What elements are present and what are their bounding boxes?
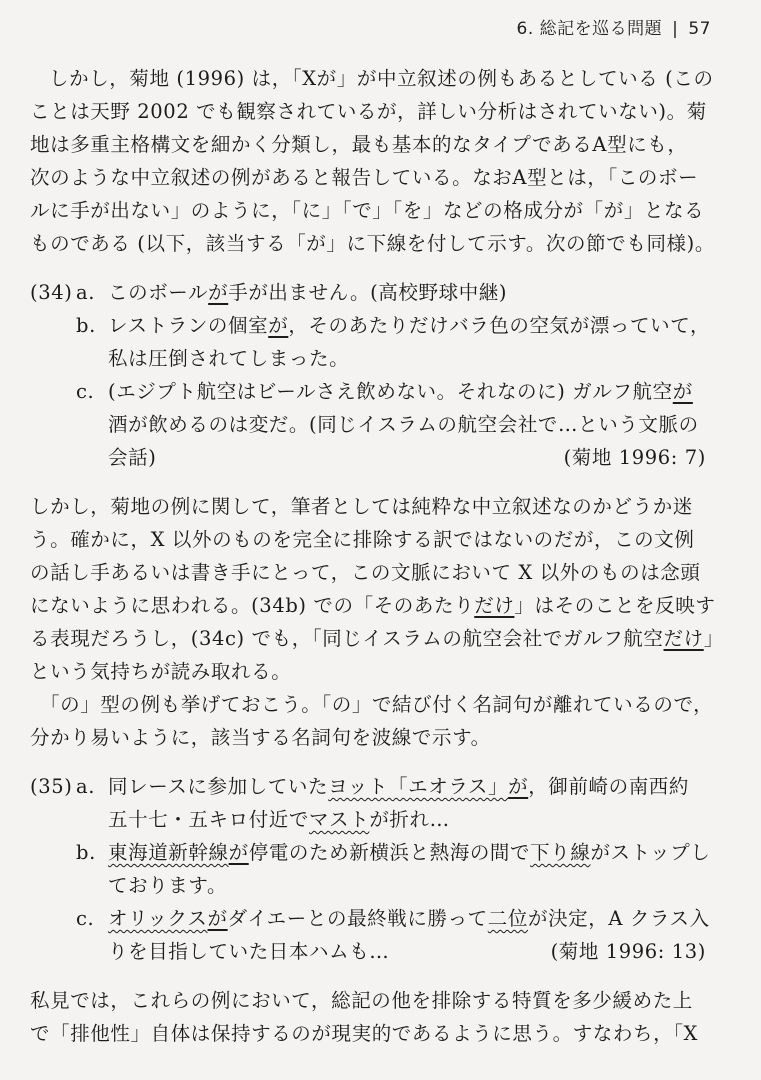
example-number: (35) [30,775,73,798]
underlined-dake: だけ [663,627,704,650]
text-line: 次のような中立叙述の例があると報告している。なおA型とは，「このボー [30,166,699,189]
text-line: 地は多重主格構文を細かく分類し，最も基本的なタイプであるA型にも， [30,133,688,156]
example-35a [30,770,720,803]
text-line: ことは天野 2002 でも観察されているが，詳しい分析はされていない)。菊 [30,100,707,123]
text-line: ルに手が出ない」のように，「に」「で」「を」などの格成分が「が」となる [30,199,705,222]
paragraph-3 [30,688,720,754]
underlined-ga: が [207,907,228,930]
section-title: 6. 総記を巡る問題 [516,19,663,39]
paragraph-2 [30,490,724,688]
wavy-noun-phrase: ヨット「エオラス」 [328,775,509,798]
underlined-ga: が [228,841,249,864]
citation: (菊地 1996: 13) [550,940,706,963]
example-letter: c. [76,907,95,930]
example-text: 酒が飲めるのは変だ。(同じイスラムの航空会社で…という文脈の [108,413,699,436]
example-letter: a. [76,281,96,304]
wavy-noun-phrase: 下り線 [530,841,591,864]
example-35 [30,770,720,968]
text-line: の話し手あるいは書き手にとって，この文脈において X 以外のものは念頭 [30,561,701,584]
text-line: 分かり易いように，該当する名詞句を波線で示す。 [30,726,491,749]
example-34b [30,309,720,342]
example-text: 会話) [108,446,157,469]
example-text: レストランの個室が，そのあたりだけバラ色の空気が漂っていて， [108,314,711,337]
underlined-dake: だけ [474,594,515,617]
example-letter: b. [76,314,96,337]
text-line: 私見では，これらの例において，総記の他を排除する特質を多少緩めた上 [30,989,693,1012]
example-34a [30,276,720,309]
example-text: りを目指していた日本ハムも… [108,940,390,963]
text-line: しかし，菊地 (1996) は，「Xが」が中立叙述の例もあるとしている (この [49,67,714,90]
citation: (菊地 1996: 7) [563,446,706,469]
header-separator: | [672,19,679,39]
text-line: る表現だろうし，(34c) でも，「同じイスラムの航空会社でガルフ航空だけ」 [30,627,724,650]
example-text: ております。 [108,874,228,897]
running-header [517,14,712,39]
paragraph-1 [30,62,720,260]
text-line: ものである (以下，該当する「が」に下線を付して示す。次の節でも同様)。 [30,232,715,255]
underlined-ga: が [672,380,693,403]
text-line: にないように思われる。(34b) での「そのあたりだけ」はそのことを反映す [30,594,716,617]
example-number: (34) [30,281,73,304]
example-text: 私は圧倒されてしまった。 [108,347,350,370]
text-line: 「の」型の例も挙げておこう。「の」で結び付く名詞句が離れているので， [40,693,714,716]
example-35c [30,902,720,935]
example-text: このボールが手が出ません。(高校野球中継) [108,281,508,304]
example-text: 同レースに参加していたヨット「エオラス」が，御前崎の南西約 [108,775,689,798]
example-34c [30,375,720,408]
example-34 [30,276,720,474]
underlined-ga: が [208,281,229,304]
page-number: 57 [688,19,711,39]
text-line: しかし，菊地の例に関して，筆者としては純粋な中立叙述なのかどうか迷 [30,495,693,518]
underlined-ga: が [268,314,289,337]
example-text: (エジプト航空はビールさえ飲めない。それなのに) ガルフ航空が [108,380,693,403]
example-text: 五十七・五キロ付近でマストが折れ… [108,808,450,831]
example-text: オリックスがダイエーとの最終戦に勝って二位が決定，A クラス入 [108,907,710,930]
text-line: う。確かに，X 以外のものを完全に排除する訳ではないのだが，この文例 [30,528,695,551]
underlined-ga: が [508,775,529,798]
example-letter: b. [76,841,96,864]
example-letter: a. [76,775,96,798]
text-line: という気持ちが読み取れる。 [30,660,292,683]
paragraph-4 [30,984,720,1050]
wavy-noun-phrase: 東海道新幹線 [108,841,229,864]
page-body [30,62,724,1050]
wavy-noun-phrase: オリックス [108,907,208,930]
example-35b [30,836,720,869]
wavy-noun-phrase: 二位 [487,907,528,930]
example-letter: c. [76,380,95,403]
wavy-noun-phrase: マスト [309,808,370,831]
example-text: 東海道新幹線が停電のため新横浜と熱海の間で下り線がストップし [108,841,711,864]
text-line: で「排他性」自体は保持するのが現実的であるように思う。すなわち，「X [30,1022,699,1045]
